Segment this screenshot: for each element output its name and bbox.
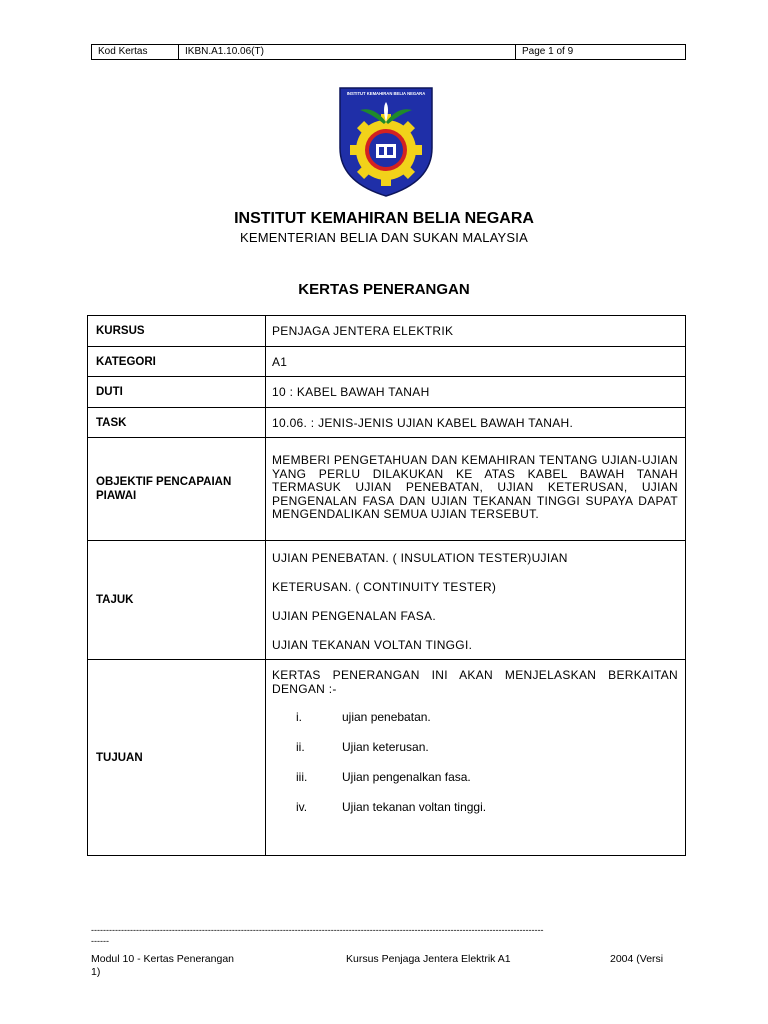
footer-version-tail: 1) bbox=[91, 966, 101, 978]
row-tajuk bbox=[88, 541, 686, 660]
tajuk-line-1: UJIAN PENEBATAN. ( INSULATION TESTER)UJIAN bbox=[272, 550, 568, 565]
footer-course: Kursus Penjaga Jentera Elektrik A1 bbox=[346, 953, 511, 965]
tujuan-value bbox=[266, 660, 686, 856]
kod-label: Kod Kertas bbox=[92, 45, 179, 59]
row-tujuan bbox=[88, 660, 686, 856]
tujuan-label: TUJUAN bbox=[88, 660, 266, 856]
row-kursus bbox=[88, 316, 686, 347]
objektif-value: MEMBERI PENGETAHUAN DAN KEMAHIRAN TENTANG UJIAN-UJIAN YANG PERLU DILAKUKAN KE ATAS KABEL BAWAH TANAH TERMASUK UJIAN PENEBATAN, UJIAN KETERUSAN, UJIAN PENGENALAN FASA DAN UJIAN TEKANAN TINGGI SUPAYA DAPAT MENGENDALIKAN SEMUA UJIAN TERSEBUT. bbox=[266, 438, 686, 541]
row-duti bbox=[88, 377, 686, 408]
kursus-value: PENJAGA JENTERA ELEKTRIK bbox=[266, 316, 686, 347]
footer-version: 2004 (Versi bbox=[610, 953, 664, 965]
tajuk-line-3: UJIAN PENGENALAN FASA. bbox=[272, 608, 436, 623]
list-item: ii. Ujian keterusan. bbox=[296, 740, 429, 754]
page-number: Page 1 of 9 bbox=[522, 46, 574, 57]
list-item: iii. Ujian pengenalkan fasa. bbox=[296, 770, 471, 784]
row-objektif bbox=[88, 438, 686, 541]
duti-label: DUTI bbox=[88, 377, 266, 408]
list-item: iv. Ujian tekanan voltan tinggi. bbox=[296, 800, 487, 814]
duti-value: 10 : KABEL BAWAH TANAH bbox=[266, 377, 686, 408]
footer-divider-tail: ------ bbox=[91, 936, 109, 946]
kategori-value: A1 bbox=[266, 347, 686, 377]
task-label: TASK bbox=[88, 408, 266, 438]
institute-logo bbox=[338, 86, 434, 198]
tajuk-label: TAJUK bbox=[88, 541, 266, 660]
row-kategori bbox=[88, 347, 686, 377]
info-table bbox=[87, 315, 686, 856]
tajuk-line-2: KETERUSAN. ( CONTINUITY TESTER) bbox=[272, 579, 497, 594]
list-item: i. ujian penebatan. bbox=[296, 710, 431, 724]
kategori-label: KATEGORI bbox=[88, 347, 266, 377]
institute-name: INSTITUT KEMAHIRAN BELIA NEGARA bbox=[234, 210, 534, 227]
kursus-label: KURSUS bbox=[88, 316, 266, 347]
header-table bbox=[91, 44, 686, 60]
tajuk-line-4: UJIAN TEKANAN VOLTAN TINGGI. bbox=[272, 637, 473, 652]
footer-divider: ------------------------------------------------------------------------------------------------------------------------------------------------------- bbox=[91, 925, 544, 935]
document-title: KERTAS PENERANGAN bbox=[298, 281, 470, 298]
objektif-label: OBJEKTIF PENCAPAIAN PIAWAI bbox=[88, 438, 266, 541]
row-task bbox=[88, 408, 686, 438]
task-value: 10.06. : JENIS-JENIS UJIAN KABEL BAWAH TANAH. bbox=[266, 408, 686, 438]
logo-text: INSTITUT KEMAHIRAN BELIA NEGARA bbox=[346, 91, 426, 96]
ministry-name: KEMENTERIAN BELIA DAN SUKAN MALAYSIA bbox=[240, 230, 528, 245]
tujuan-intro: KERTAS PENERANGAN INI AKAN MENJELASKAN BERKAITAN DENGAN :- bbox=[272, 668, 678, 696]
tujuan-list bbox=[272, 710, 678, 830]
tajuk-value bbox=[266, 541, 686, 660]
footer-module: Modul 10 - Kertas Penerangan bbox=[91, 953, 235, 965]
kod-value: IKBN.A1.10.06(T) bbox=[179, 45, 516, 59]
